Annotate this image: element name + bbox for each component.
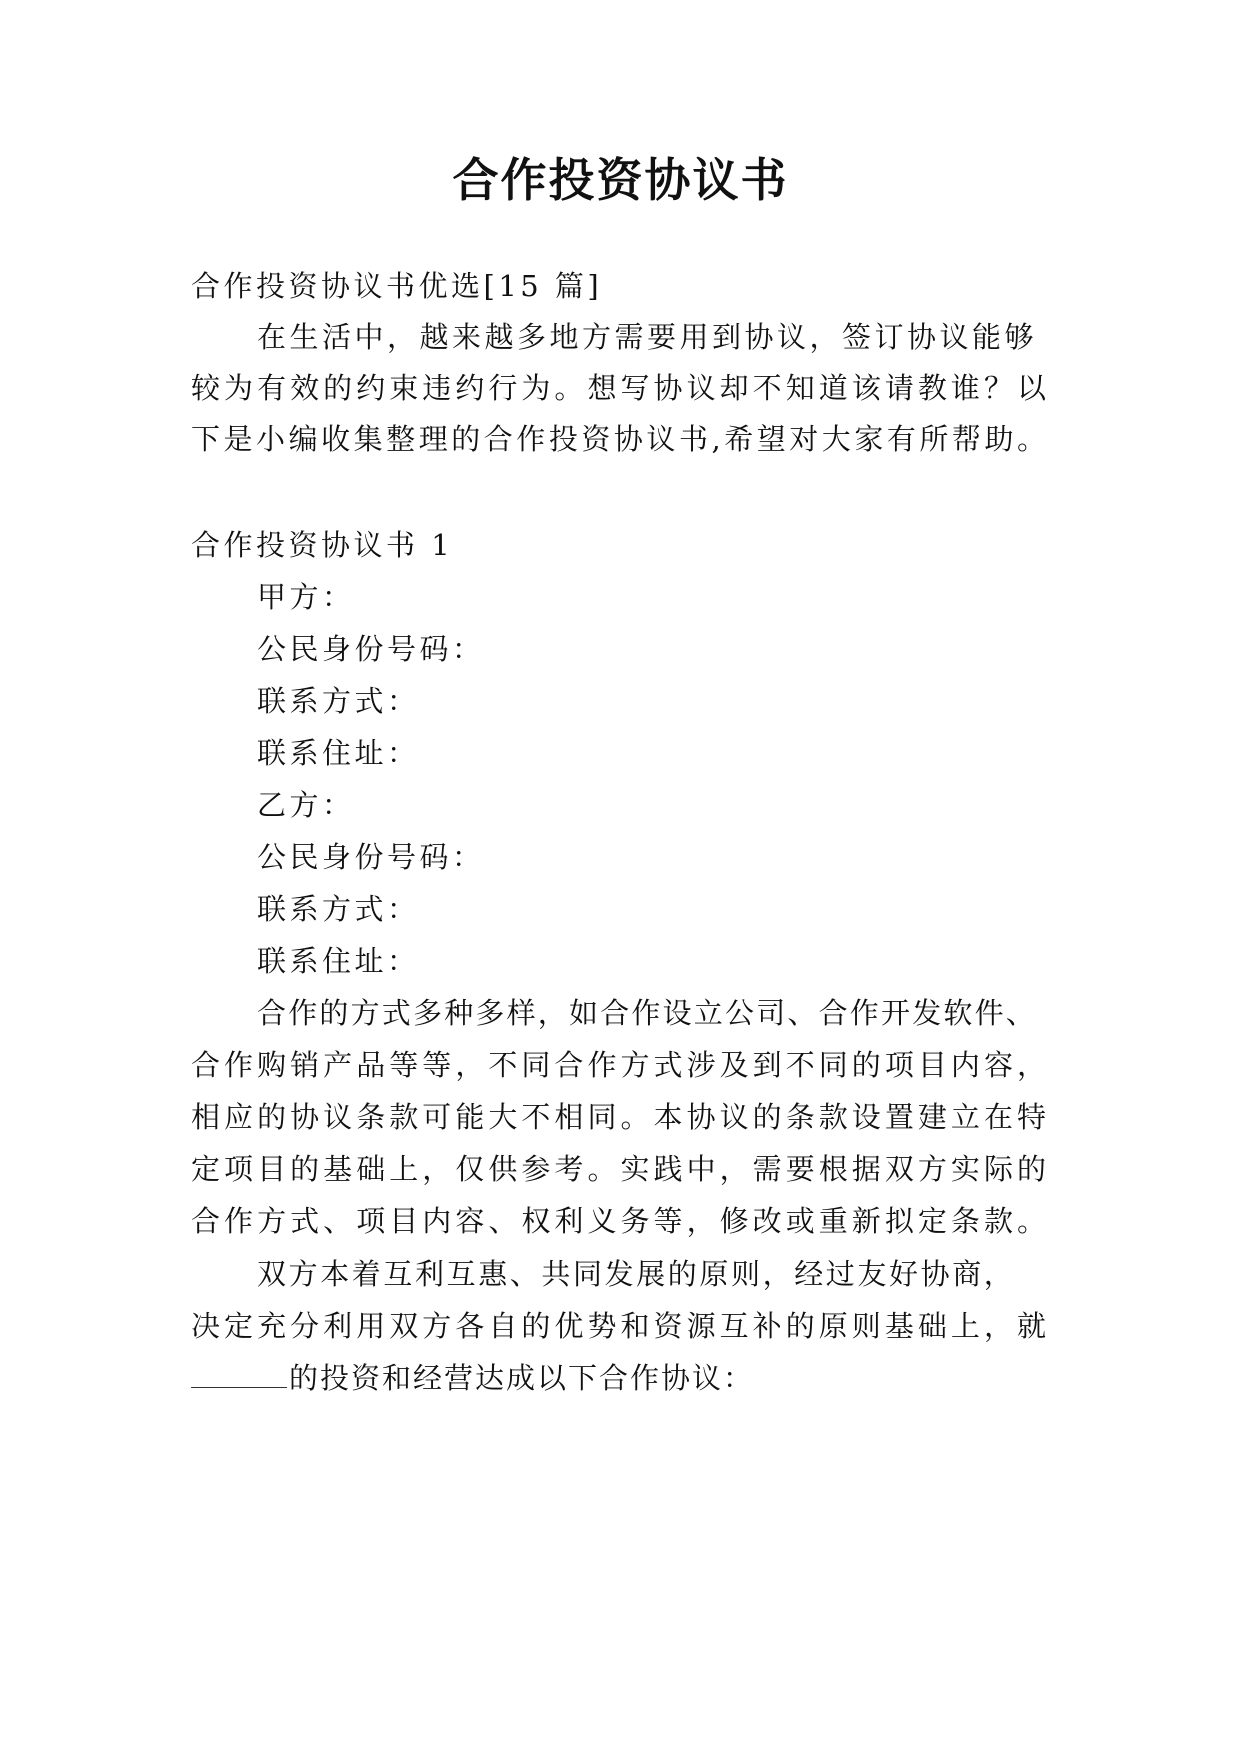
- cooperation-line-2: 合作购销产品等等，不同合作方式涉及到不同的项目内容，: [191, 1048, 1046, 1082]
- intro-line-2: 较为有效的约束违约行为。想写协议却不知道该请教谁？以: [191, 371, 1046, 405]
- party-a-contact-label: 联系方式：: [257, 684, 420, 718]
- principle-line-2: 决定充分利用双方各自的优势和资源互补的原则基础上，就: [191, 1309, 1046, 1343]
- principle-line-3-text: 的投资和经营达成以下合作协议：: [289, 1361, 755, 1395]
- cooperation-line-4: 定项目的基础上，仅供参考。实践中，需要根据双方实际的: [191, 1152, 1046, 1186]
- intro-line-1: 在生活中，越来越多地方需要用到协议，签订协议能够: [257, 320, 1038, 354]
- cooperation-line-1: 合作的方式多种多样，如合作设立公司、合作开发软件、: [257, 996, 1038, 1030]
- fill-in-blank: [191, 1359, 287, 1388]
- party-b-contact-label: 联系方式：: [257, 892, 420, 926]
- document-title: 合作投资协议书: [452, 153, 789, 207]
- principle-line-3: [191, 1358, 754, 1398]
- section-heading: 合作投资协议书 1: [191, 528, 454, 562]
- cooperation-line-5: 合作方式、项目内容、权利义务等，修改或重新拟定条款。: [191, 1204, 1046, 1238]
- party-a-label: 甲方：: [257, 580, 355, 614]
- party-b-address-label: 联系住址：: [257, 944, 420, 978]
- party-a-address-label: 联系住址：: [257, 736, 420, 770]
- party-b-id-label: 公民身份号码：: [257, 840, 485, 874]
- cooperation-line-3: 相应的协议条款可能大不相同。本协议的条款设置建立在特: [191, 1100, 1046, 1134]
- document-subtitle: 合作投资协议书优选[15 篇]: [191, 269, 603, 303]
- party-b-label: 乙方：: [257, 788, 355, 822]
- party-a-id-label: 公民身份号码：: [257, 632, 485, 666]
- principle-line-1: 双方本着互利互惠、共同发展的原则，经过友好协商，: [257, 1257, 1016, 1291]
- intro-line-3: 下是小编收集整理的合作投资协议书,希望对大家有所帮助。: [191, 422, 1046, 456]
